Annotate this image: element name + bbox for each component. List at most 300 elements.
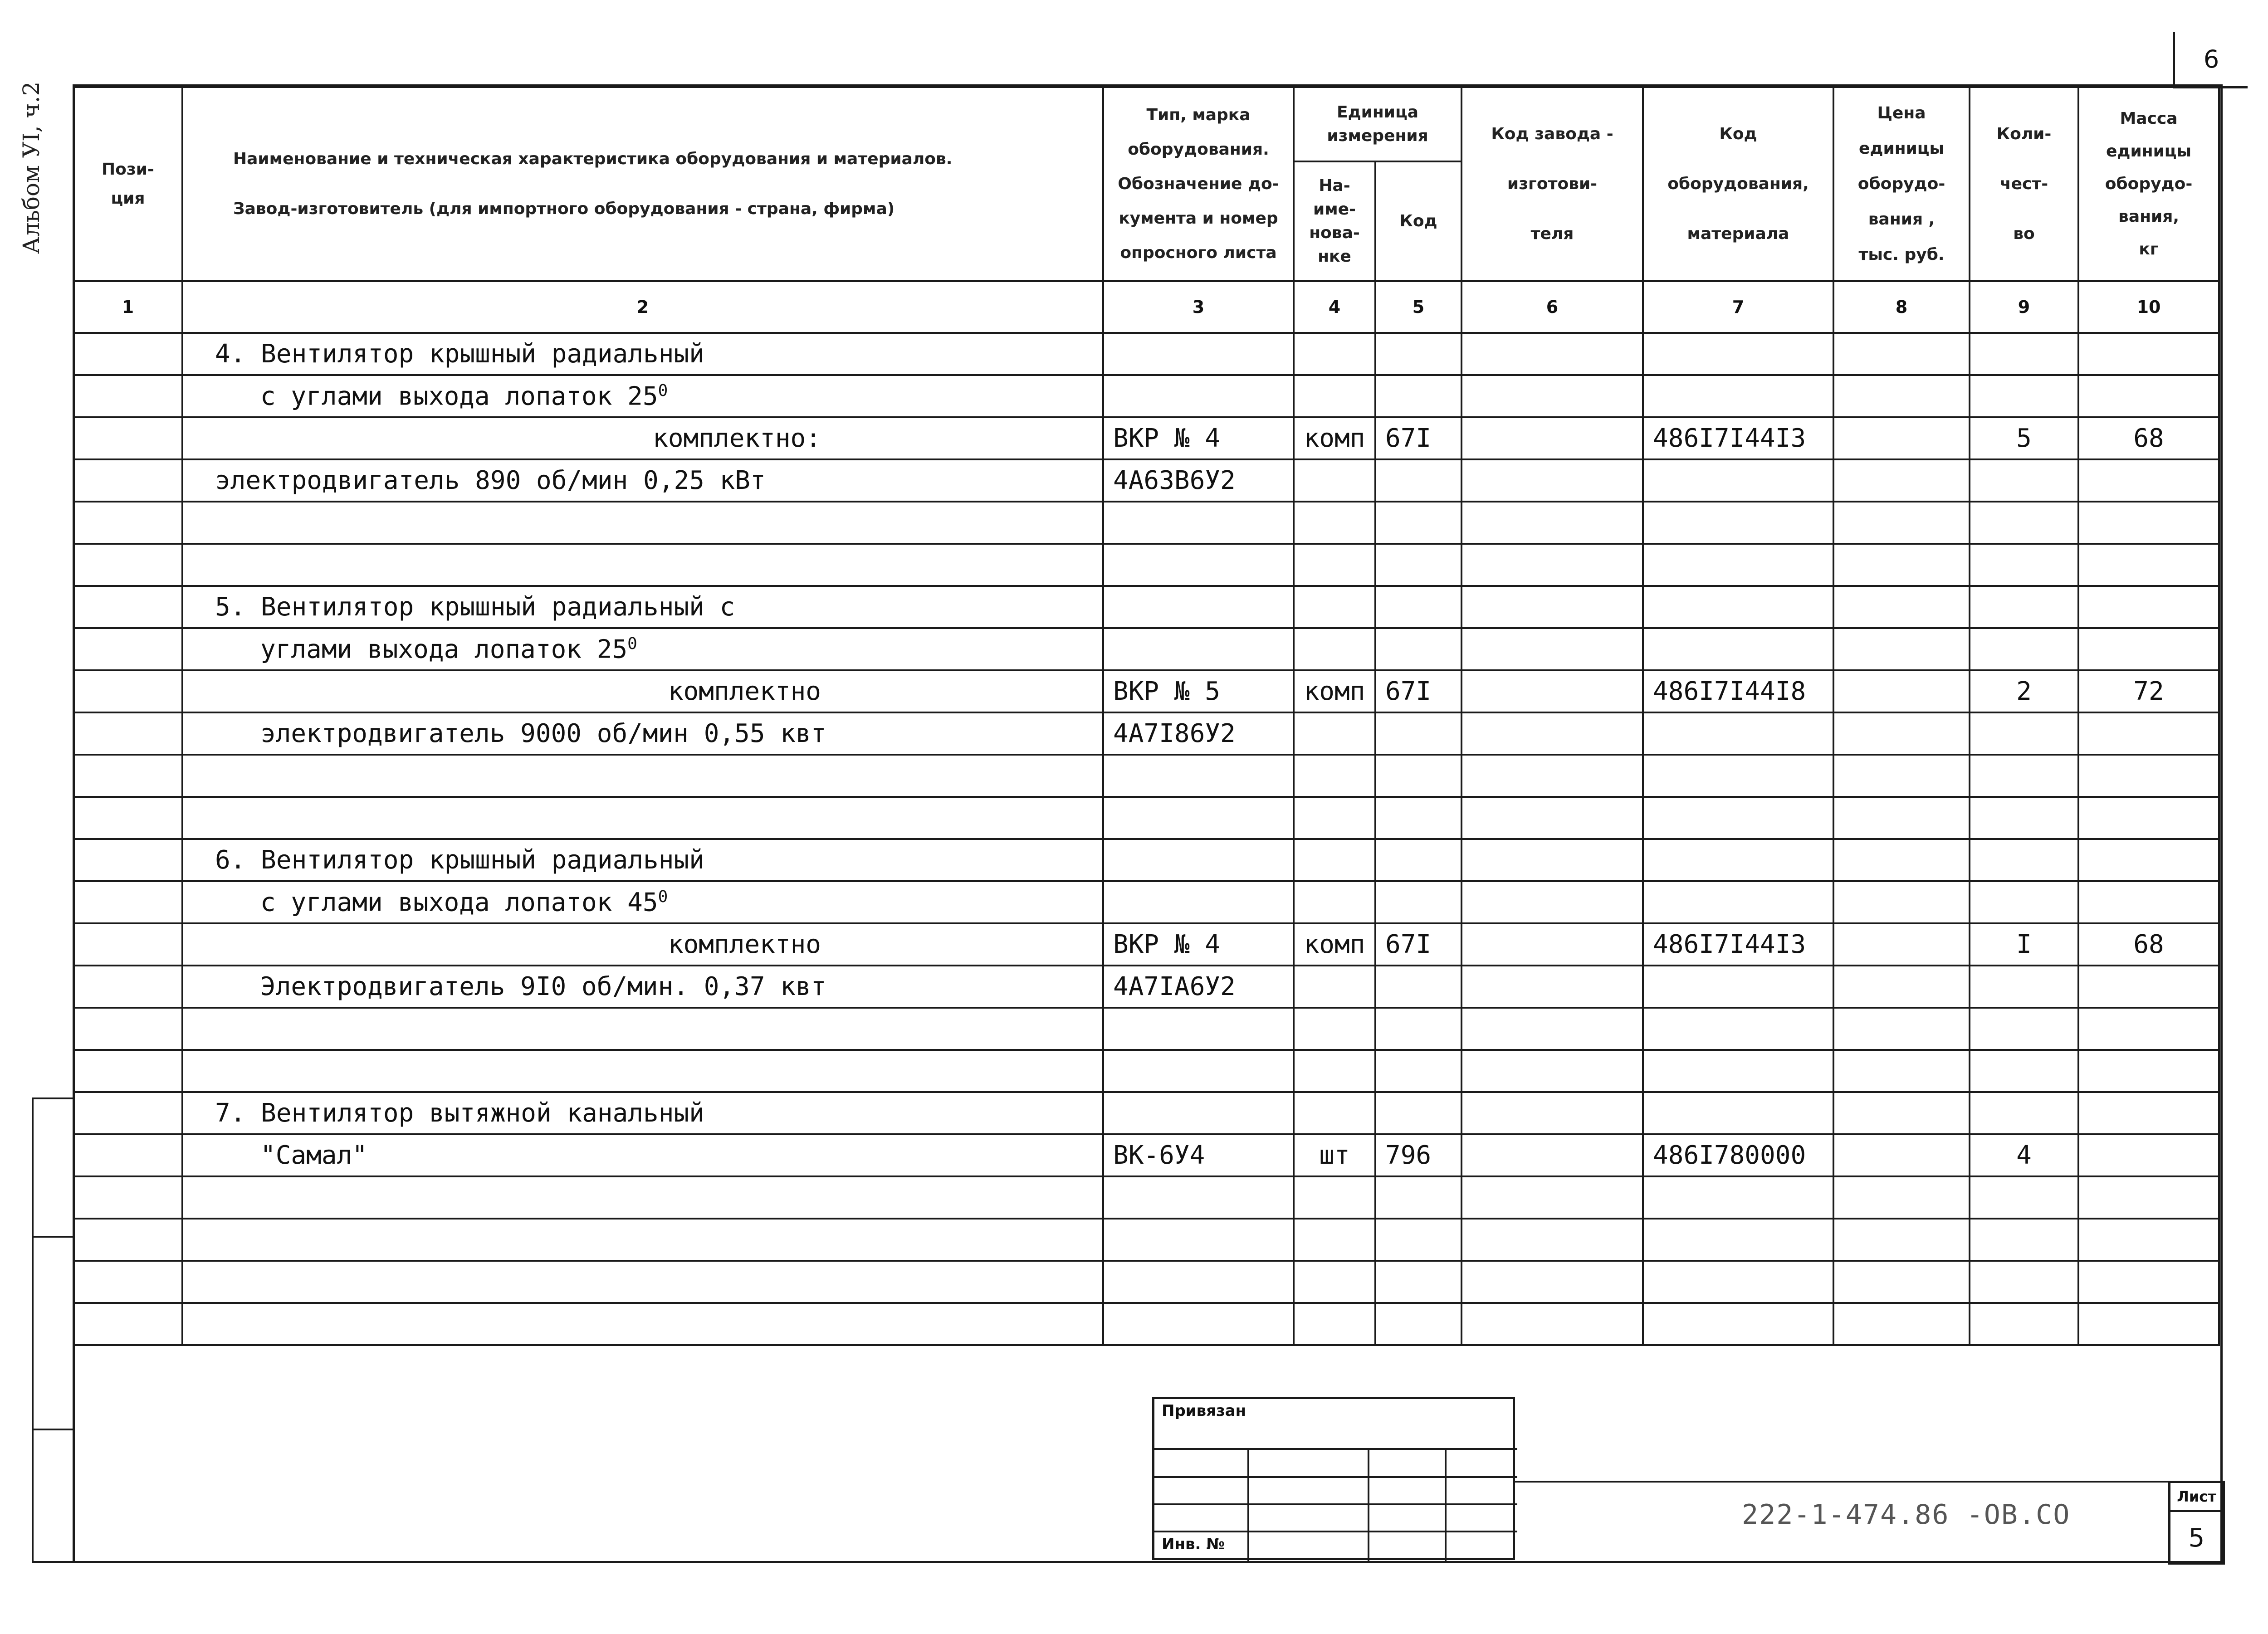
type-cell — [1103, 333, 1294, 375]
header-price-line: Цена — [1877, 104, 1926, 122]
position-cell — [73, 502, 182, 544]
quantity-cell — [1970, 459, 2078, 502]
frame-bottom-line — [32, 1561, 2223, 1563]
column-number: 5 — [1375, 281, 1461, 333]
column-number: 6 — [1461, 281, 1643, 333]
document-code: 222-1-474.86 -ОВ.СО — [1742, 1499, 2071, 1531]
name-cell: 4. Вентилятор крышный радиальный — [182, 333, 1103, 375]
position-cell — [73, 881, 182, 923]
unit-code-cell — [1375, 459, 1461, 502]
manufacturer-code-cell — [1461, 502, 1643, 544]
type-cell: 4А7I86У2 — [1103, 712, 1294, 755]
header-position-line: Пози- — [102, 160, 154, 179]
header-manufacturer-code — [1461, 87, 1643, 281]
manufacturer-code-cell — [1461, 881, 1643, 923]
header-name-line: Завод-изготовитель (для импортного оборудования - страна, фирма) — [233, 200, 895, 218]
price-cell — [1833, 1303, 1970, 1345]
equipment-code-cell — [1643, 881, 1833, 923]
unit-code-cell: 67I — [1375, 670, 1461, 712]
price-cell — [1833, 544, 1970, 586]
equipment-code-cell: 486I7I44I3 — [1643, 923, 1833, 966]
quantity-cell — [1970, 1176, 2078, 1219]
manufacturer-code-cell — [1461, 1303, 1643, 1345]
quantity-cell — [1970, 1092, 2078, 1134]
manufacturer-code-cell — [1461, 333, 1643, 375]
price-cell — [1833, 375, 1970, 417]
quantity-cell — [1970, 628, 2078, 670]
header-type-line: оборудования. — [1128, 140, 1269, 159]
mass-cell — [2078, 375, 2219, 417]
header-name-line: Наименование и техническая характеристика оборудования и материалов. — [233, 150, 953, 168]
name-cell — [182, 881, 1103, 923]
quantity-cell — [1970, 586, 2078, 628]
equipment-code-cell — [1643, 1050, 1833, 1092]
price-cell — [1833, 1008, 1970, 1050]
type-cell — [1103, 755, 1294, 797]
price-cell — [1833, 1134, 1970, 1176]
manufacturer-code-cell — [1461, 1134, 1643, 1176]
price-cell — [1833, 881, 1970, 923]
mass-cell — [2078, 1261, 2219, 1303]
unit-name-cell — [1294, 839, 1375, 881]
type-cell — [1103, 586, 1294, 628]
manufacturer-code-cell — [1461, 1176, 1643, 1219]
unit-code-cell — [1375, 628, 1461, 670]
name-cell — [182, 755, 1103, 797]
table-row — [73, 881, 2219, 923]
manufacturer-code-cell — [1461, 797, 1643, 839]
position-cell — [73, 544, 182, 586]
type-cell — [1103, 628, 1294, 670]
stamp-line — [1154, 1503, 1517, 1505]
header-quantity-line: чест- — [1999, 175, 2048, 193]
header-mass-line: вания, — [2118, 207, 2179, 226]
mass-cell: 68 — [2078, 417, 2219, 459]
unit-code-cell — [1375, 1050, 1461, 1092]
header-unit-line: Единица — [1337, 103, 1418, 122]
type-cell — [1103, 881, 1294, 923]
type-cell: 4А63В6У2 — [1103, 459, 1294, 502]
manufacturer-code-cell — [1461, 755, 1643, 797]
name-cell — [182, 1261, 1103, 1303]
name-cell: Электродвигатель 9I0 об/мин. 0,37 квт — [182, 966, 1103, 1008]
header-manufacturer-line: изготови- — [1507, 175, 1598, 193]
position-cell — [73, 1092, 182, 1134]
table-row — [73, 1008, 2219, 1050]
stamp-line — [1154, 1531, 1517, 1532]
unit-name-cell — [1294, 544, 1375, 586]
price-cell — [1833, 839, 1970, 881]
unit-name-cell — [1294, 881, 1375, 923]
header-manufacturer-line: Код завода - — [1491, 125, 1613, 143]
mass-cell — [2078, 881, 2219, 923]
stamp-line — [1154, 1448, 1517, 1450]
position-cell — [73, 797, 182, 839]
header-price-line: оборудо- — [1857, 175, 1945, 193]
price-cell — [1833, 1050, 1970, 1092]
equipment-code-cell — [1643, 1303, 1833, 1345]
unit-code-cell — [1375, 502, 1461, 544]
specification-table — [73, 86, 2220, 1346]
margin-strip-divider-3 — [32, 1429, 75, 1430]
table-row — [73, 502, 2219, 544]
name-cell: 5. Вентилятор крышный радиальный с — [182, 586, 1103, 628]
mass-cell — [2078, 1219, 2219, 1261]
column-number: 8 — [1833, 281, 1970, 333]
table-row — [73, 1092, 2219, 1134]
equipment-code-cell: 486I7I44I8 — [1643, 670, 1833, 712]
name-cell — [182, 375, 1103, 417]
manufacturer-code-cell — [1461, 1219, 1643, 1261]
type-cell — [1103, 797, 1294, 839]
stamp-vline — [1368, 1449, 1369, 1562]
position-cell — [73, 966, 182, 1008]
unit-code-cell — [1375, 712, 1461, 755]
table-row — [73, 1261, 2219, 1303]
name-cell — [182, 1008, 1103, 1050]
unit-name-cell — [1294, 755, 1375, 797]
quantity-cell — [1970, 1219, 2078, 1261]
header-unit-name-line: На- — [1319, 176, 1350, 195]
unit-name-cell — [1294, 1092, 1375, 1134]
table-row — [73, 628, 2219, 670]
column-number: 4 — [1294, 281, 1375, 333]
unit-name-cell — [1294, 797, 1375, 839]
manufacturer-code-cell — [1461, 1261, 1643, 1303]
unit-name-cell — [1294, 333, 1375, 375]
equipment-code-cell — [1643, 1219, 1833, 1261]
quantity-cell — [1970, 1303, 2078, 1345]
position-cell — [73, 333, 182, 375]
unit-code-cell — [1375, 881, 1461, 923]
position-cell — [73, 670, 182, 712]
mass-cell — [2078, 966, 2219, 1008]
unit-name-cell — [1294, 375, 1375, 417]
header-quantity-line: во — [2013, 224, 2035, 243]
name-cell: комплектно — [182, 923, 1103, 966]
manufacturer-code-cell — [1461, 839, 1643, 881]
type-cell — [1103, 1261, 1294, 1303]
header-unit-line: измерения — [1327, 127, 1428, 145]
equipment-code-cell — [1643, 1176, 1833, 1219]
name-cell — [182, 1219, 1103, 1261]
unit-name-cell: комп — [1294, 417, 1375, 459]
price-cell — [1833, 417, 1970, 459]
name-text: углами выхода лопаток 25 — [260, 634, 628, 664]
inventory-label: Инв. № — [1162, 1535, 1225, 1553]
sheet-number: 5 — [2188, 1523, 2205, 1553]
manufacturer-code-cell — [1461, 628, 1643, 670]
equipment-code-cell — [1643, 586, 1833, 628]
header-price-line: вания , — [1868, 210, 1935, 229]
degree-superscript: 0 — [658, 381, 668, 400]
name-cell — [182, 1050, 1103, 1092]
position-cell — [73, 459, 182, 502]
mass-cell — [2078, 1050, 2219, 1092]
price-cell — [1833, 755, 1970, 797]
position-cell — [73, 417, 182, 459]
price-cell — [1833, 459, 1970, 502]
unit-name-cell: шт — [1294, 1134, 1375, 1176]
unit-code-cell: 796 — [1375, 1134, 1461, 1176]
position-cell — [73, 1134, 182, 1176]
unit-code-cell — [1375, 586, 1461, 628]
header-equipment-code — [1643, 87, 1833, 281]
quantity-cell — [1970, 544, 2078, 586]
price-cell — [1833, 1261, 1970, 1303]
name-cell — [182, 544, 1103, 586]
equipment-code-cell — [1643, 333, 1833, 375]
unit-name-cell: комп — [1294, 670, 1375, 712]
quantity-cell — [1970, 966, 2078, 1008]
manufacturer-code-cell — [1461, 459, 1643, 502]
unit-name-cell — [1294, 1303, 1375, 1345]
stamp-vline — [1445, 1449, 1447, 1562]
unit-code-cell — [1375, 839, 1461, 881]
quantity-cell — [1970, 755, 2078, 797]
mass-cell — [2078, 586, 2219, 628]
manufacturer-code-cell — [1461, 544, 1643, 586]
table-row — [73, 712, 2219, 755]
name-cell: комплектно: — [182, 417, 1103, 459]
table-row — [73, 1050, 2219, 1092]
header-row — [73, 87, 2219, 161]
unit-code-cell — [1375, 1092, 1461, 1134]
header-type-line: опросного листа — [1120, 244, 1277, 262]
sheet-corner-number: 6 — [2173, 32, 2248, 88]
name-cell — [182, 502, 1103, 544]
quantity-cell: I — [1970, 923, 2078, 966]
mass-cell — [2078, 797, 2219, 839]
table-row — [73, 459, 2219, 502]
mass-cell — [2078, 1176, 2219, 1219]
equipment-code-cell — [1643, 712, 1833, 755]
equipment-code-cell — [1643, 502, 1833, 544]
manufacturer-code-cell — [1461, 1092, 1643, 1134]
position-cell — [73, 1219, 182, 1261]
table-row — [73, 755, 2219, 797]
header-unit — [1294, 87, 1461, 161]
position-cell — [73, 628, 182, 670]
type-cell: ВКР № 4 — [1103, 923, 1294, 966]
column-number: 3 — [1103, 281, 1294, 333]
manufacturer-code-cell — [1461, 586, 1643, 628]
position-cell — [73, 586, 182, 628]
position-cell — [73, 1303, 182, 1345]
unit-name-cell — [1294, 1176, 1375, 1219]
name-cell — [182, 1176, 1103, 1219]
quantity-cell — [1970, 1050, 2078, 1092]
manufacturer-code-cell — [1461, 923, 1643, 966]
price-cell — [1833, 333, 1970, 375]
price-cell — [1833, 1219, 1970, 1261]
header-position-line: ция — [111, 189, 145, 208]
unit-code-cell — [1375, 1219, 1461, 1261]
position-cell — [73, 375, 182, 417]
mass-cell — [2078, 1134, 2219, 1176]
mass-cell: 68 — [2078, 923, 2219, 966]
position-cell — [73, 1261, 182, 1303]
price-cell — [1833, 797, 1970, 839]
unit-code-cell — [1375, 1176, 1461, 1219]
mass-cell — [2078, 839, 2219, 881]
unit-name-cell — [1294, 586, 1375, 628]
header-unit-name-line: нке — [1318, 247, 1351, 266]
header-quantity — [1970, 87, 2078, 281]
unit-code-cell — [1375, 797, 1461, 839]
degree-superscript: 0 — [627, 634, 637, 653]
header-type-line: Тип, марка — [1146, 106, 1251, 124]
manufacturer-code-cell — [1461, 712, 1643, 755]
quantity-cell — [1970, 839, 2078, 881]
equipment-code-cell — [1643, 797, 1833, 839]
table-row — [73, 839, 2219, 881]
table-row — [73, 1219, 2219, 1261]
type-cell — [1103, 375, 1294, 417]
mass-cell — [2078, 1008, 2219, 1050]
header-unit-name-line: нова- — [1309, 224, 1360, 242]
unit-code-cell — [1375, 1008, 1461, 1050]
header-unit-name — [1294, 161, 1375, 281]
type-cell — [1103, 1303, 1294, 1345]
unit-name-cell — [1294, 1050, 1375, 1092]
name-cell — [182, 1303, 1103, 1345]
quantity-cell — [1970, 502, 2078, 544]
name-cell: электродвигатель 890 об/мин 0,25 кВт — [182, 459, 1103, 502]
price-cell — [1833, 966, 1970, 1008]
margin-strip-line — [32, 1097, 34, 1562]
type-cell: 4А7IА6У2 — [1103, 966, 1294, 1008]
column-number: 1 — [73, 281, 182, 333]
price-cell — [1833, 586, 1970, 628]
frame-right-line — [2220, 84, 2223, 1563]
table-row — [73, 797, 2219, 839]
mass-cell — [2078, 712, 2219, 755]
unit-name-cell: комп — [1294, 923, 1375, 966]
header-manufacturer-line: теля — [1530, 224, 1574, 243]
binding-stamp — [1152, 1397, 1515, 1560]
mass-cell — [2078, 333, 2219, 375]
quantity-cell: 2 — [1970, 670, 2078, 712]
bound-label: Привязан — [1162, 1402, 1246, 1420]
manufacturer-code-cell — [1461, 1008, 1643, 1050]
table-row — [73, 1303, 2219, 1345]
name-cell: "Самал" — [182, 1134, 1103, 1176]
manufacturer-code-cell — [1461, 375, 1643, 417]
position-cell — [73, 712, 182, 755]
price-cell — [1833, 923, 1970, 966]
mass-cell — [2078, 628, 2219, 670]
equipment-code-cell — [1643, 1261, 1833, 1303]
column-number: 9 — [1970, 281, 2078, 333]
header-price-line: единицы — [1858, 139, 1945, 158]
type-cell — [1103, 1050, 1294, 1092]
equipment-code-cell: 486I7I44I3 — [1643, 417, 1833, 459]
quantity-cell — [1970, 797, 2078, 839]
manufacturer-code-cell — [1461, 670, 1643, 712]
table-body — [73, 281, 2219, 1345]
unit-name-cell — [1294, 966, 1375, 1008]
mass-cell — [2078, 1092, 2219, 1134]
quantity-cell — [1970, 333, 2078, 375]
manufacturer-code-cell — [1461, 1050, 1643, 1092]
name-cell: электродвигатель 9000 об/мин 0,55 квт — [182, 712, 1103, 755]
name-text: с углами выхода лопаток 25 — [260, 381, 658, 411]
table-row — [73, 333, 2219, 375]
unit-code-cell — [1375, 544, 1461, 586]
equipment-code-cell — [1643, 628, 1833, 670]
unit-name-cell — [1294, 1219, 1375, 1261]
unit-name-cell — [1294, 1261, 1375, 1303]
table-row — [73, 1134, 2219, 1176]
unit-name-cell — [1294, 459, 1375, 502]
degree-superscript: 0 — [658, 887, 668, 906]
quantity-cell — [1970, 1261, 2078, 1303]
table-row — [73, 923, 2219, 966]
header-price-line: тыс. руб. — [1858, 245, 1945, 264]
table-row — [73, 670, 2219, 712]
quantity-cell — [1970, 712, 2078, 755]
sheet-label: Лист — [2170, 1483, 2223, 1512]
header-type — [1103, 87, 1294, 281]
header-equipment-line: Код — [1719, 125, 1757, 143]
quantity-cell: 5 — [1970, 417, 2078, 459]
price-cell — [1833, 712, 1970, 755]
mass-cell — [2078, 459, 2219, 502]
header-price — [1833, 87, 1970, 281]
price-cell — [1833, 1176, 1970, 1219]
unit-code-cell — [1375, 1261, 1461, 1303]
header-mass-line: кг — [2139, 240, 2159, 259]
position-cell — [73, 755, 182, 797]
price-cell — [1833, 670, 1970, 712]
type-cell — [1103, 1092, 1294, 1134]
name-cell — [182, 628, 1103, 670]
type-cell — [1103, 839, 1294, 881]
equipment-code-cell — [1643, 755, 1833, 797]
unit-code-cell: 67I — [1375, 923, 1461, 966]
header-quantity-line: Коли- — [1996, 125, 2052, 143]
unit-name-cell — [1294, 1008, 1375, 1050]
header-mass-line: Масса — [2120, 109, 2178, 128]
margin-strip-divider-2 — [32, 1236, 75, 1238]
name-cell: 7. Вентилятор вытяжной канальный — [182, 1092, 1103, 1134]
mass-cell — [2078, 544, 2219, 586]
stamp-line — [1154, 1476, 1517, 1478]
column-number-row — [73, 281, 2219, 333]
header-equipment-line: материала — [1687, 224, 1789, 243]
position-cell — [73, 923, 182, 966]
column-number: 7 — [1643, 281, 1833, 333]
table-row — [73, 375, 2219, 417]
equipment-code-cell — [1643, 544, 1833, 586]
header-unit-name-line: име- — [1313, 200, 1356, 219]
header-type-line: Обозначение до- — [1118, 175, 1279, 193]
stamp-vline — [1247, 1449, 1249, 1562]
title-block-line — [1513, 1481, 2223, 1483]
unit-name-cell — [1294, 628, 1375, 670]
type-cell — [1103, 1219, 1294, 1261]
type-cell: ВК-6У4 — [1103, 1134, 1294, 1176]
column-number: 2 — [182, 281, 1103, 333]
unit-code-cell: 67I — [1375, 417, 1461, 459]
margin-strip-divider-1 — [32, 1097, 75, 1099]
header-type-line: кумента и номер — [1119, 209, 1278, 228]
table-row — [73, 586, 2219, 628]
mass-cell — [2078, 755, 2219, 797]
header-mass — [2078, 87, 2219, 281]
table-row — [73, 1176, 2219, 1219]
